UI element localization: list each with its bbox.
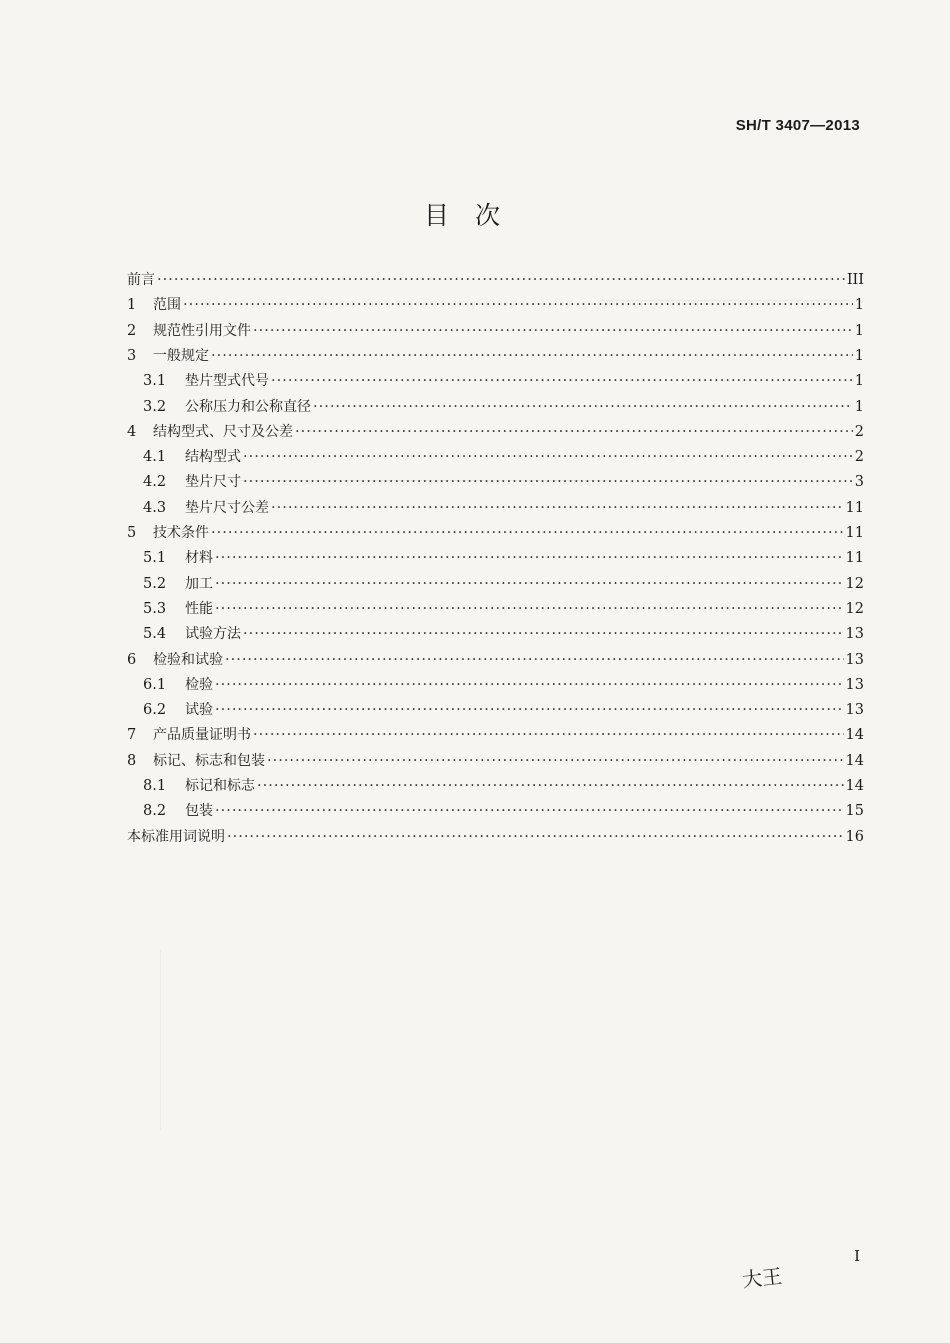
- toc-entry-number: 7: [127, 727, 137, 744]
- toc-entry[interactable]: [127, 472, 864, 492]
- toc-entry-page: 2: [854, 423, 864, 440]
- toc-entry-page: 1: [854, 297, 864, 314]
- toc-dot-leader: [295, 422, 853, 442]
- toc-entry[interactable]: [127, 371, 864, 391]
- toc-entry[interactable]: [127, 776, 864, 796]
- toc-entry-number: 5.4: [143, 626, 167, 643]
- toc-entry-number: 2: [127, 322, 137, 339]
- toc-dot-leader: [211, 346, 853, 366]
- toc-entry-label: 检验和试验: [153, 651, 223, 668]
- toc-entry-number: 3: [127, 347, 137, 364]
- toc-dot-leader: [227, 827, 844, 847]
- toc-entry[interactable]: [127, 397, 864, 417]
- toc-entry-page: 1: [854, 373, 864, 390]
- toc-entry-label: 加工: [185, 575, 213, 592]
- toc-dot-leader: [215, 548, 844, 568]
- toc-entry-page: 1: [854, 347, 864, 364]
- toc-entry-number: 5.1: [143, 550, 167, 567]
- toc-entry-number: 3.1: [143, 373, 167, 390]
- toc-entry-label: 规范性引用文件: [153, 322, 251, 339]
- toc-entry-number: 4.3: [143, 499, 167, 516]
- toc-entry-number: 5.2: [143, 575, 167, 592]
- toc-entry[interactable]: [127, 270, 864, 290]
- toc-dot-leader: [271, 498, 844, 518]
- standard-code: SH/T 3407—2013: [735, 117, 860, 134]
- toc-dot-leader: [215, 801, 844, 821]
- toc-entry[interactable]: [127, 599, 864, 619]
- bleed-through-mark: [160, 950, 521, 1130]
- toc-entry-page: 13: [845, 702, 864, 719]
- toc-entry-number: 6.1: [143, 676, 167, 693]
- toc-entry-label: 结构型式、尺寸及公差: [153, 423, 293, 440]
- toc-entry-label: 结构型式: [185, 449, 241, 466]
- toc-dot-leader: [243, 447, 853, 467]
- toc-entry-page: 14: [845, 778, 864, 794]
- toc-entry-label: 试验: [185, 702, 213, 719]
- toc-entry-label: 试验方法: [185, 626, 241, 643]
- toc-entry-number: 4: [127, 423, 137, 440]
- toc-entry[interactable]: [127, 751, 864, 771]
- toc-entry-label: 标记、标志和包装: [153, 752, 265, 769]
- toc-dot-leader: [243, 472, 853, 492]
- toc-entry[interactable]: [127, 700, 864, 720]
- toc-dot-leader: [253, 321, 853, 341]
- toc-entry[interactable]: [127, 498, 864, 518]
- toc-entry[interactable]: [127, 346, 864, 366]
- toc-entry[interactable]: [127, 422, 864, 442]
- toc-entry-label: 一般规定: [153, 347, 209, 364]
- toc-entry-page: 2: [854, 449, 864, 466]
- toc-entry-label: 包装: [185, 803, 213, 820]
- toc-entry-page: 1: [854, 322, 864, 339]
- toc-entry[interactable]: [127, 523, 864, 543]
- toc-dot-leader: [215, 574, 844, 594]
- toc-entry-number: 1: [127, 297, 137, 314]
- toc-entry[interactable]: [127, 725, 864, 745]
- toc-entry[interactable]: [127, 675, 864, 695]
- toc-entry-label: 垫片型式代号: [185, 373, 269, 390]
- toc-entry-number: 6.2: [143, 702, 167, 719]
- toc-entry-number: 3.2: [143, 398, 167, 415]
- toc-entry-label: 垫片尺寸: [185, 474, 241, 491]
- toc-entry[interactable]: [127, 827, 864, 847]
- toc-entry-label: 范围: [153, 297, 181, 314]
- toc-entry-label: 检验: [185, 676, 213, 693]
- toc-entry-number: 6: [127, 651, 137, 668]
- toc-entry-page: 11: [845, 550, 864, 567]
- toc-entry-label: 垫片尺寸公差: [185, 499, 269, 516]
- toc-entry-label: 前言: [127, 272, 155, 288]
- toc-entry-page: 11: [845, 499, 864, 516]
- toc-entry-label: 产品质量证明书: [153, 727, 251, 744]
- toc-entry-number: 8.2: [143, 803, 167, 820]
- toc-entry-label: 本标准用词说明: [127, 828, 225, 845]
- toc-entry[interactable]: [127, 548, 864, 568]
- toc-entry-page: 13: [845, 676, 864, 693]
- toc-entry[interactable]: [127, 801, 864, 821]
- toc-entry[interactable]: [127, 447, 864, 467]
- toc-entry-page: 11: [845, 525, 864, 541]
- toc-entry-label: 公称压力和公称直径: [185, 398, 311, 415]
- toc-entry-number: 4.2: [143, 474, 167, 491]
- page-title: 目次: [423, 201, 526, 230]
- toc-entry-page: 1: [854, 398, 864, 415]
- toc-dot-leader: [215, 700, 844, 720]
- page-number: I: [854, 1247, 860, 1265]
- toc-entry[interactable]: [127, 321, 864, 341]
- toc-dot-leader: [215, 675, 844, 695]
- toc-entry-page: 13: [845, 651, 864, 668]
- toc-entry-number: 4.1: [143, 449, 167, 466]
- toc-dot-leader: [211, 523, 844, 543]
- toc-dot-leader: [267, 751, 844, 771]
- toc-dot-leader: [253, 725, 844, 745]
- toc-entry-number: 8: [127, 752, 137, 769]
- toc-dot-leader: [183, 295, 853, 315]
- toc-dot-leader: [225, 650, 844, 670]
- toc-entry[interactable]: [127, 574, 864, 594]
- toc-entry-page: 3: [854, 474, 864, 491]
- toc-dot-leader: [313, 397, 853, 417]
- toc-entry-page: 13: [845, 626, 864, 643]
- toc-entry-page: 12: [845, 575, 864, 592]
- toc-dot-leader: [243, 624, 844, 644]
- toc-entry-page: 14: [845, 727, 864, 744]
- toc-entry-number: 8.1: [143, 778, 167, 794]
- toc-dot-leader: [257, 776, 844, 796]
- toc-entry-label: 技术条件: [153, 525, 209, 541]
- toc-entry-label: 性能: [185, 600, 213, 617]
- toc-entry-page: 14: [845, 752, 864, 769]
- toc-entry[interactable]: [127, 624, 864, 644]
- toc-entry-number: 5: [127, 525, 137, 541]
- toc-entry-label: 标记和标志: [185, 778, 255, 794]
- toc-entry-page: 16: [845, 828, 864, 845]
- toc-entry[interactable]: [127, 650, 864, 670]
- toc-dot-leader: [157, 270, 845, 290]
- toc-entry[interactable]: [127, 295, 864, 315]
- toc-entry-label: 材料: [185, 550, 213, 567]
- toc-entry-page: 12: [845, 600, 864, 617]
- toc-dot-leader: [215, 599, 844, 619]
- handwritten-signature: 大王: [741, 1263, 784, 1293]
- toc-dot-leader: [271, 371, 853, 391]
- toc-entry-number: 5.3: [143, 600, 167, 617]
- toc-entry-page: III: [846, 272, 864, 288]
- toc-entry-page: 15: [845, 803, 864, 820]
